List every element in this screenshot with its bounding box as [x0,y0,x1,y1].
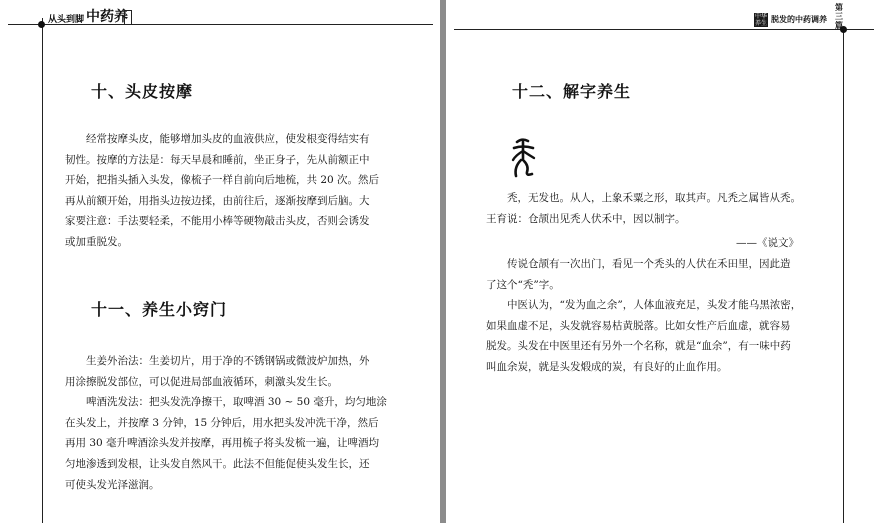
left-header-dot [38,21,45,28]
right-header-rule [454,29,874,30]
paragraph-line: 可使头发光泽滋润。 [65,478,160,491]
paragraph-line: 中医认为，“发为血之余”，人体血液充足，头发才能乌黑浓密， [507,299,802,312]
paragraph-line: 了这个“秃”字。 [486,278,560,291]
paragraph-line: 韧性。按摩的方法是：每天早晨和睡前，坐正身子，先从前额正中 [65,153,370,166]
seal-script-character-image [508,136,538,180]
paragraph-line: 传说仓颉有一次出门，看见一个秃头的人伏在禾田里，因此造 [507,258,791,270]
paragraph-line: 再用 30 毫升啤酒涂头发并按摩，再用梳子将头发梳一遍，让啤酒均 [65,437,380,450]
paragraph-line: 生姜外治法：生姜切片，用于净的不锈钢锅或微波炉加热，外 [86,355,370,367]
header-book-title-big: 中药养 [86,9,129,25]
header-emblem: 中华养生 [754,13,767,27]
header-book-title-small: 从头到脚 [48,15,85,25]
paragraph-line: 或加重脱发。 [65,235,128,248]
section-12-body [486,254,801,378]
paragraph-line: 脱发。头发在中医里还有另外一个名称，就是“血余”，有一味中药 [486,340,791,353]
section-12-title: 十二、解字养生 [512,82,632,101]
left-page-margin-line [42,18,43,523]
citation: ——《说文》 [736,237,799,249]
right-running-header: 脱发的中药调养 [771,15,827,24]
section-11-body [65,351,387,495]
quote-line: 秃，无发也。从人，上象禾粟之形，取其声。凡秃之属皆从秃。 [507,192,801,204]
chapter-label: 第三篇 [835,3,843,30]
section-11-title: 十一、养生小窍门 [91,300,228,319]
paragraph-line: 再从前额开始，用指头边按边揉，由前往后，逐渐按摩到后脑。大 [65,194,370,207]
paragraph-line: 开始，把指头插入头发，像梳子一样自前向后地梳，共 20 次。然后 [65,174,380,187]
section-10-body [65,129,379,253]
quote-line: 王育说：仓颉出见秃人伏禾中，因以制字。 [486,213,686,225]
paragraph-line: 用涂擦脱发部位，可以促进局部血液循环，刺激头发生长。 [65,375,338,388]
left-header-bracket [124,10,132,25]
shuowen-quote [486,188,801,230]
paragraph-line: 啤酒洗发法：把头发洗净擦干，取啤酒 30 ~ 50 毫升，均匀地涂 [86,396,387,409]
paragraph-line: 在头发上，并按摩 3 分钟，15 分钟后，用水把头发冲洗干净，然后 [65,416,379,429]
paragraph-line: 如果血虚不足，头发就容易枯黄脱落。比如女性产后血虚，就容易 [486,319,791,332]
section-10-title: 十、头皮按摩 [91,82,194,101]
paragraph-line: 经常按摩头皮，能够增加头皮的血液供应，使发根变得结实有 [86,133,370,145]
right-page-margin-line [843,30,844,523]
left-running-header [48,8,128,25]
paragraph-line: 家要注意：手法要轻柔，不能用小棒等硬物敲击头皮，否则会诱发 [65,215,370,228]
paragraph-line: 叫血余炭，就是头发煅成的炭，有良好的止血作用。 [486,360,728,373]
paragraph-line: 匀地渗透到发根，让头发自然风干。此法不但能促使头发生长，还 [65,457,370,470]
